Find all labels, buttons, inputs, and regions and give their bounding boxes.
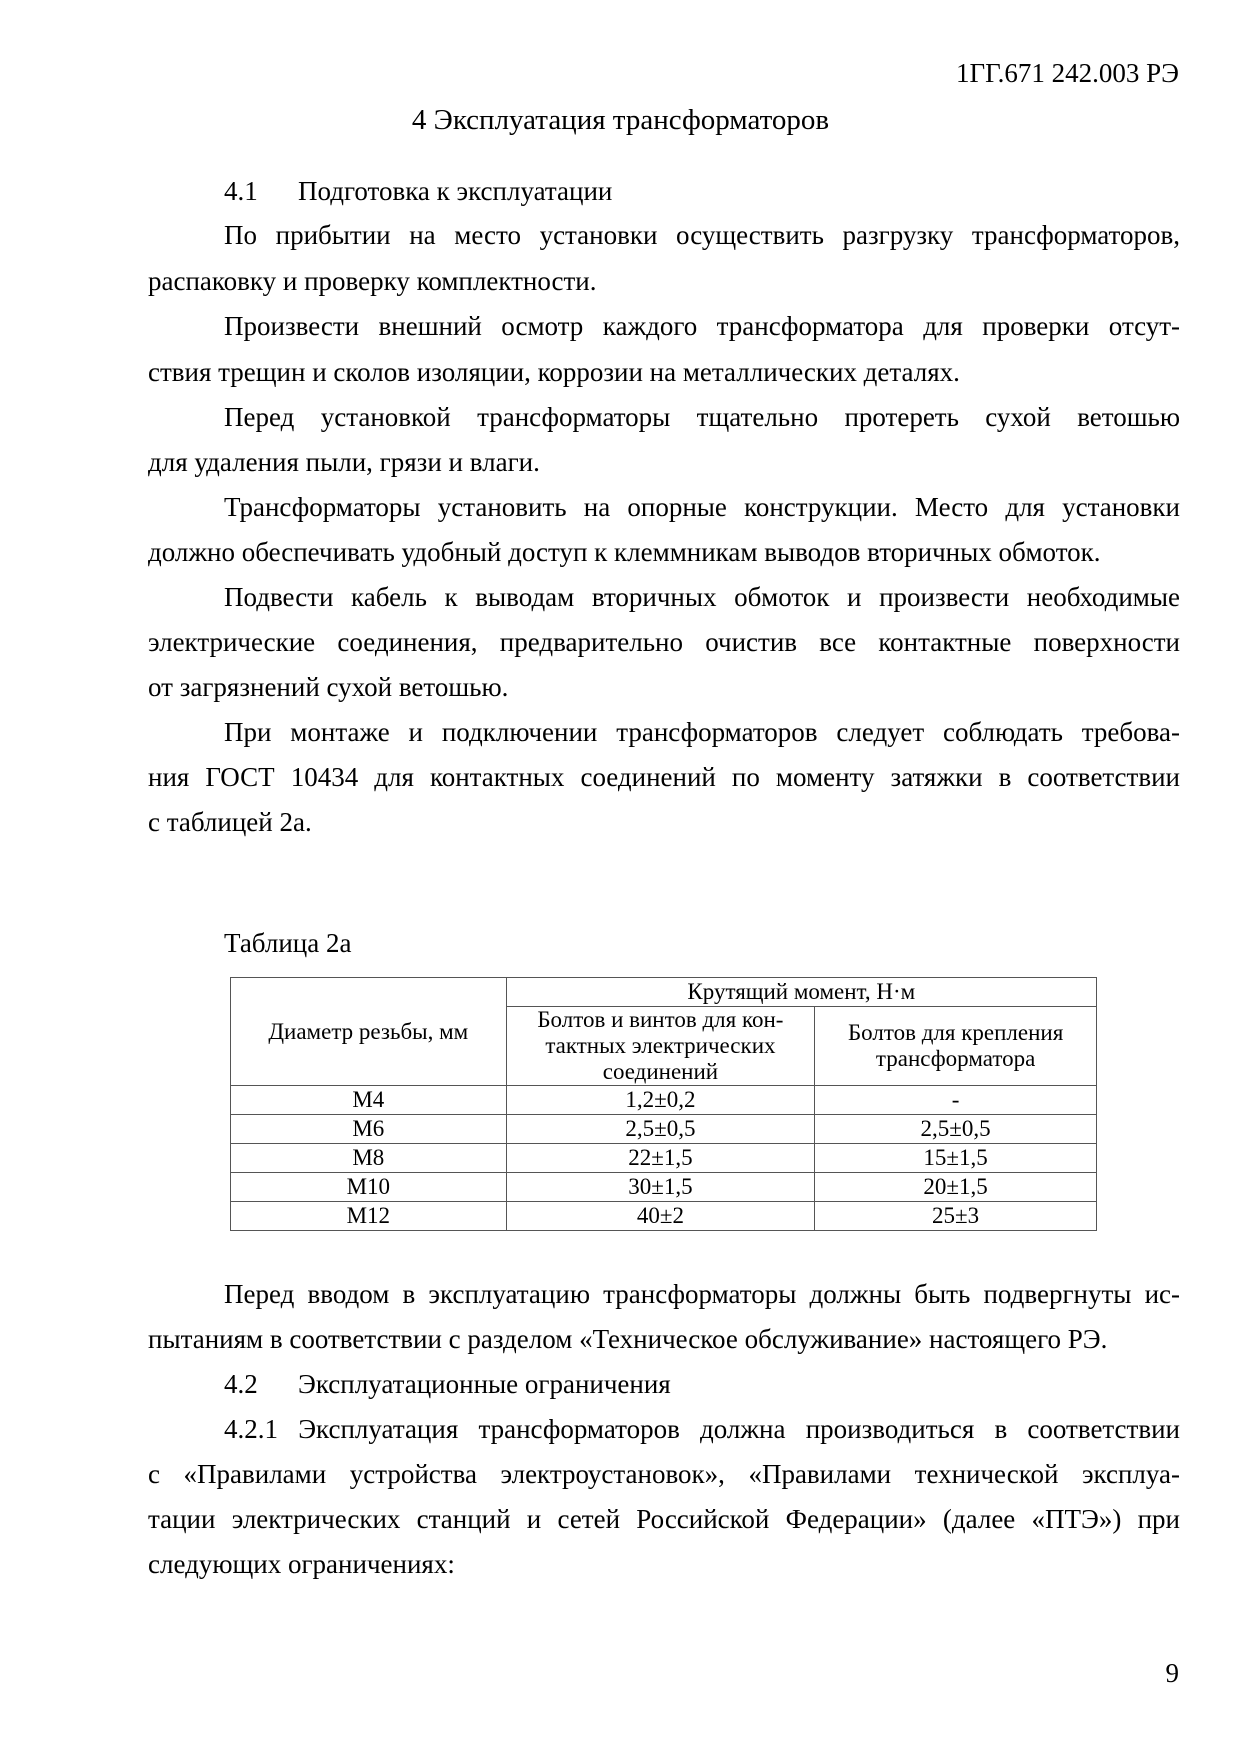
paragraph-line: Произвести внешний осмотр каждого трансформатора для проверки отсут-: [224, 311, 1180, 341]
cell-mounting: 20±1,5: [815, 1173, 1097, 1202]
section-heading-4-1: [224, 174, 1180, 208]
table-row: [231, 1202, 1097, 1231]
section-number: 4.2: [224, 1369, 258, 1399]
paragraph-line: Перед установкой трансформаторы тщательно протереть сухой ветошью: [224, 402, 1180, 432]
document-code: 1ГГ.671 242.003 РЭ: [955, 58, 1179, 88]
cell-contact: 22±1,5: [506, 1144, 815, 1173]
paragraph-line: электрические соединения, предварительно очистив все контактные поверхности: [148, 627, 1180, 657]
table-row: [231, 1144, 1097, 1173]
section-number: 4.1: [224, 176, 258, 206]
header-line: трансформатора: [875, 1046, 1036, 1071]
cell-diameter: М4: [231, 1086, 507, 1115]
paragraph-line: распаковку и проверку комплектности.: [148, 266, 597, 296]
table-caption: Таблица 2а: [224, 928, 352, 958]
page-number: 9: [1165, 1658, 1179, 1688]
table-row: [231, 1086, 1097, 1115]
cell-contact: 40±2: [506, 1202, 815, 1231]
paragraph-line: Перед вводом в эксплуатацию трансформаторы должны быть подвергнуты ис-: [224, 1279, 1180, 1309]
table-row: [231, 1173, 1097, 1202]
paragraph-line: следующих ограничениях:: [148, 1549, 455, 1579]
section-heading-4-2: [224, 1367, 1180, 1401]
paragraph-line: должно обеспечивать удобный доступ к клеммникам выводов вторичных обмоток.: [148, 537, 1101, 567]
header-torque: Крутящий момент, Н·м: [506, 978, 1096, 1007]
paragraph-line: с «Правилами устройства электроустановок», «Правилами технической эксплуа-: [148, 1459, 1180, 1489]
paragraph-line: от загрязнений сухой ветошью.: [148, 672, 509, 702]
paragraph-line: 4.2.1 Эксплуатация трансформаторов должна производиться в соответствии: [224, 1414, 1180, 1444]
cell-diameter: М8: [231, 1144, 507, 1173]
table-row: [231, 1115, 1097, 1144]
paragraph-line: Трансформаторы установить на опорные конструкции. Место для установки: [224, 492, 1180, 522]
cell-diameter: М6: [231, 1115, 507, 1144]
cell-contact: 1,2±0,2: [506, 1086, 815, 1115]
section-title: Подготовка к эксплуатации: [298, 176, 613, 206]
header-line: тактных электрических: [545, 1033, 776, 1058]
paragraph-line: для удаления пыли, грязи и влаги.: [148, 447, 540, 477]
header-line: Болтов для крепления: [847, 1020, 1064, 1045]
paragraph-line: ствия трещин и сколов изоляции, коррозии на металлических деталях.: [148, 357, 960, 387]
section-title: Эксплуатационные ограничения: [298, 1369, 671, 1399]
torque-table: [230, 977, 1097, 1231]
cell-mounting: 2,5±0,5: [815, 1115, 1097, 1144]
header-line: соединений: [602, 1059, 719, 1084]
paragraph-line: По прибытии на место установки осуществить разгрузку трансформаторов,: [224, 220, 1180, 250]
paragraph-line: Подвести кабель к выводам вторичных обмоток и произвести необходимые: [224, 582, 1180, 612]
paragraph-line: тации электрических станций и сетей Российской Федерации» (далее «ПТЭ») при: [148, 1504, 1180, 1534]
cell-diameter: М12: [231, 1202, 507, 1231]
header-contact: [506, 1007, 815, 1086]
cell-mounting: 25±3: [815, 1202, 1097, 1231]
header-line: Болтов и винтов для кон-: [537, 1007, 784, 1032]
header-mounting: [815, 1007, 1097, 1086]
paragraph-line: пытаниям в соответствии с разделом «Техническое обслуживание» настоящего РЭ.: [148, 1324, 1108, 1354]
cell-contact: 30±1,5: [506, 1173, 815, 1202]
cell-diameter: М10: [231, 1173, 507, 1202]
cell-mounting: -: [815, 1086, 1097, 1115]
chapter-title: 4 Эксплуатация трансформаторов: [411, 104, 830, 136]
header-diameter: Диаметр резьбы, мм: [231, 978, 507, 1086]
paragraph-line: с таблицей 2а.: [148, 807, 312, 837]
paragraph-line: ния ГОСТ 10434 для контактных соединений по моменту затяжки в соответствии: [148, 762, 1180, 792]
cell-contact: 2,5±0,5: [506, 1115, 815, 1144]
paragraph-line: При монтаже и подключении трансформаторов следует соблюдать требова-: [224, 717, 1180, 747]
cell-mounting: 15±1,5: [815, 1144, 1097, 1173]
